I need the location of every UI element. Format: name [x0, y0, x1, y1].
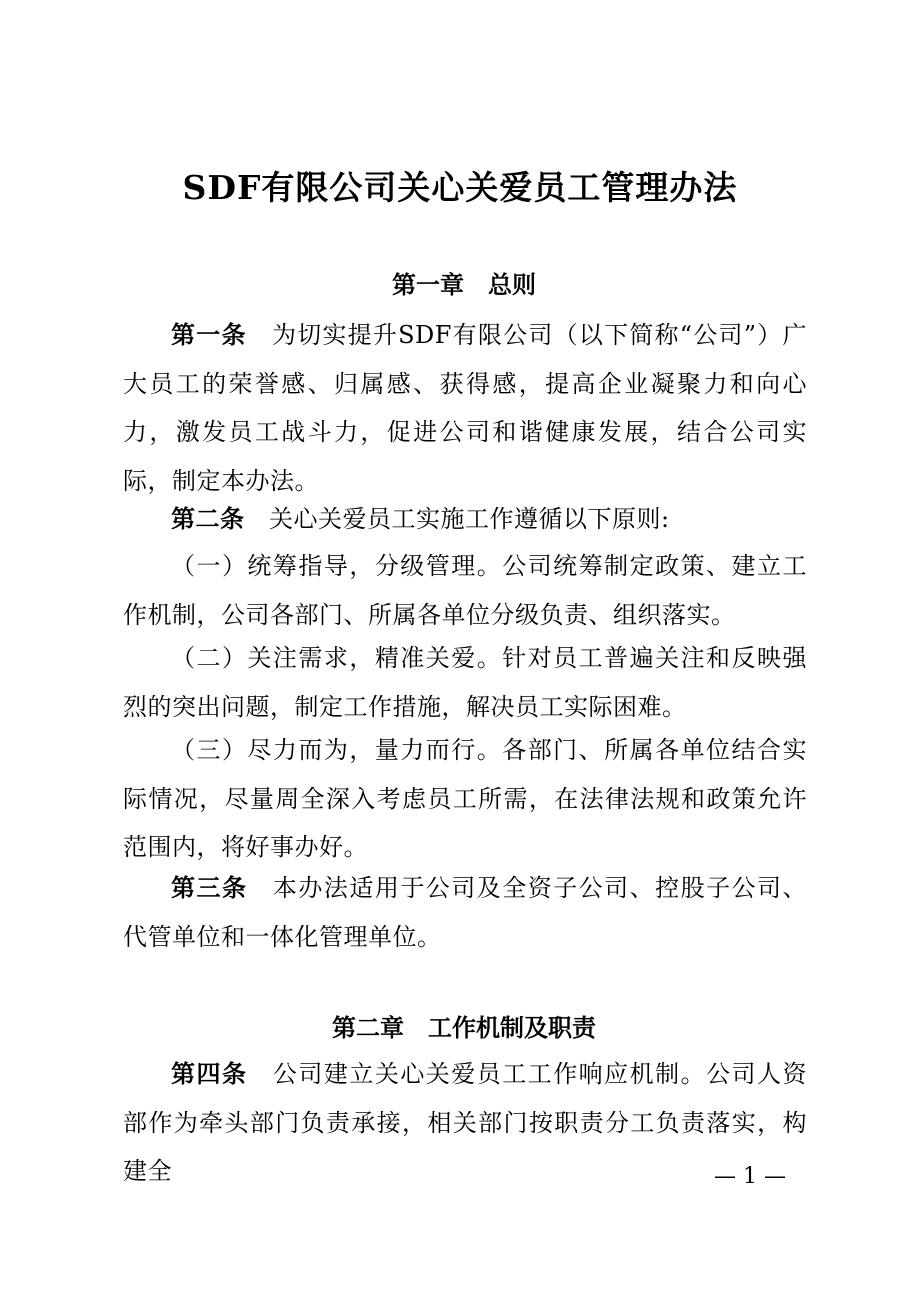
article-2-number: 第二条 — [171, 505, 269, 533]
article-1-number: 第一条 — [171, 321, 272, 349]
article-3-number: 第三条 — [171, 874, 273, 902]
article-2 — [123, 495, 807, 544]
article-1-text: 为切实提升SDF有限公司（以下简称“公司”）广大员工的荣誉感、归属感、获得感，提高企业凝聚力和向心力，激发员工战斗力，促进公司和谐健康发展，结合公司实际，制定本办法。 — [123, 321, 807, 495]
document-title: SDF有限公司关心关爱员工管理办法 — [182, 168, 738, 207]
article-4-number: 第四条 — [171, 1060, 273, 1088]
article-1 — [123, 311, 807, 505]
article-2-item-1: （一）统筹指导，分级管理。公司统筹制定政策、建立工作机制，公司各部门、所属各单位分级负责、组织落实。 — [123, 552, 807, 629]
article-4-text: 公司建立关心关爱员工工作响应机制。公司人资部作为牵头部门负责承接，相关部门按职责分工负责落实，构建全 — [123, 1060, 808, 1185]
article-2-item-3: （三）尽力而为，量力而行。各部门、所属各单位结合实际情况，尽量周全深入考虑员工所需，在法律法规和政策允许范围内，将好事办好。 — [123, 736, 807, 861]
article-2-text: 关心关爱员工实施工作遵循以下原则: — [269, 505, 670, 533]
article-2-item-2: （二）关注需求，精准关爱。针对员工普遍关注和反映强烈的突出问题，制定工作措施，解决员工实际困难。 — [123, 644, 807, 721]
page-number: — 1 — — [714, 1164, 786, 1189]
chapter-2-heading: 第二章 工作机制及职责 — [332, 1014, 596, 1042]
article-3 — [123, 864, 807, 961]
chapter-1-heading: 第一章 总则 — [392, 271, 536, 299]
article-3-text: 本办法适用于公司及全资子公司、控股子公司、代管单位和一体化管理单位。 — [123, 874, 808, 951]
